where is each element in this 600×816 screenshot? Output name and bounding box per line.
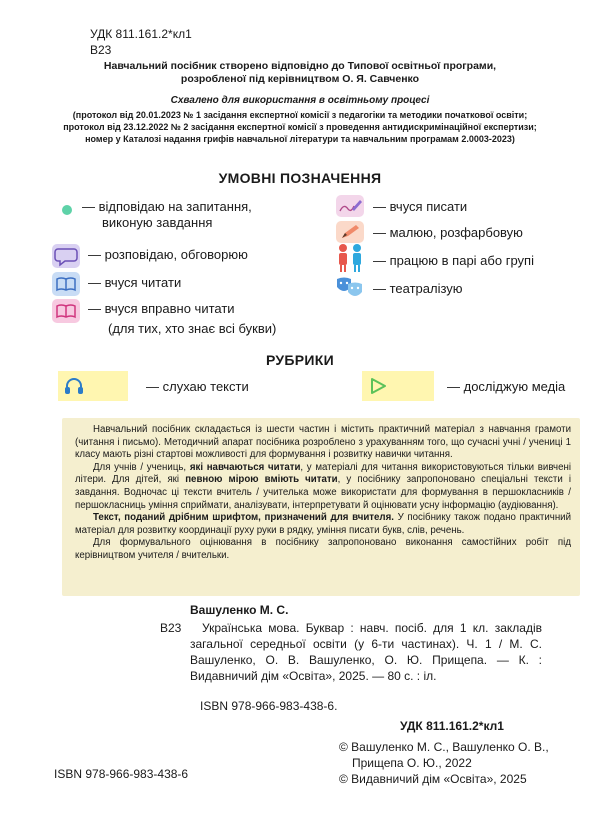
legend-item-read-well (88, 301, 276, 337)
protocol-line: протокол від 23.12.2022 № 2 засідання експертної комісії з проведення антидискримінаційної експертизи; (63, 122, 537, 132)
legend-item-answer (82, 199, 252, 231)
info-text-span: , у матеріалі для читання використовуються тільки вивчені літери. Для дітей, які (75, 461, 571, 486)
rubrics-title: РУБРИКИ (265, 352, 335, 368)
legend-title: УМОВНІ ПОЗНАЧЕННЯ (218, 170, 382, 186)
biblio-udk: УДК 811.161.2*кл1 (400, 719, 504, 733)
rubric-media: — досліджую медіа (447, 379, 566, 394)
biblio-author: Вашуленко М. С. (190, 603, 289, 617)
intro-text (0, 60, 600, 86)
legend-item-write: — вчуся писати (373, 199, 468, 214)
info-text (75, 424, 571, 563)
info-bold: які навчаються читати (189, 461, 301, 473)
info-bold: певною мірою вміють читати (185, 474, 338, 486)
biblio-isbn: ISBN 978-966-983-438-6. (200, 699, 338, 713)
legend-label-cont: виконую завдання (102, 215, 213, 230)
intro-line: Навчальний посібник створено відповідно до Типової освітньої програми, (103, 60, 497, 72)
library-index-top: В23 (90, 43, 112, 57)
copyright-line: Прищепа О. Ю., 2022 (352, 756, 472, 770)
copyright-line: © Вашуленко М. С., Вашуленко О. В., (339, 740, 549, 754)
speech-bubble-icon (52, 244, 80, 273)
legend-item-draw: — малюю, розфарбовую (373, 225, 523, 240)
book-pink-icon (52, 299, 80, 328)
info-text-span: Для учнів / учениць, (93, 461, 190, 473)
green-dot-icon (62, 205, 72, 215)
protocol-line: номер у Каталозі надання грифів навчальної літератури та навчальним програмам 2.0003-2023) (85, 134, 515, 144)
udk-top: УДК 811.161.2*кл1 (90, 27, 192, 41)
theatre-masks-icon (335, 276, 365, 305)
book-blue-icon (52, 272, 80, 301)
protocol-text (0, 109, 600, 145)
isbn-bottom: ISBN 978-966-983-438-6 (54, 767, 189, 781)
pair-children-icon (334, 243, 366, 278)
info-bold: Текст, поданий дрібним шрифтом, призначений для вчителя. (93, 512, 394, 524)
intro-line: розробленої під керівництвом О. Я. Савченко (180, 73, 420, 85)
info-text-span: , у посібнику запропоновано спеціальні тексти і завдання. Водночас ці тексти вчитель / учителька може використати для формування в першокласників / першокласниць уміння сприймати, аналізувати, інтерпретувати й оцінювати усну інформацію (аудіювання). (75, 474, 572, 511)
rubric-listen: — слухаю тексти (146, 379, 249, 394)
legend-item-pair-work: — працюю в парі або групі (373, 253, 534, 268)
info-paragraph (75, 462, 571, 512)
pen-writing-icon (336, 195, 364, 222)
legend-item-read: — вчуся читати (88, 275, 182, 290)
legend-item-theatre: — театралізую (373, 281, 463, 296)
legend-label: — вчуся вправно читати (88, 301, 235, 316)
legend-item-discuss: — розповідаю, обговорюю (88, 247, 248, 262)
info-paragraph: Навчальний посібник складається із шести частин і містить практичний матеріал з навчання грамоти (читання і письмо). Методичний апарат посібника розроблено з урахуванням того, що сучасні учні / учениці 1 класу мають різні стартові можливості для формування і розвитку навички читання. (75, 424, 571, 461)
approval-note: Схвалено для використання в освітньому процесі (170, 95, 430, 106)
play-icon (368, 376, 388, 401)
info-text-span: У посібнику також подано практичний матеріал для розвитку координації руху руки в рядку, уміння писати букв, слів, речень. (75, 512, 571, 536)
biblio-description: Українська мова. Буквар : навч. посіб. для 1 кл. закладів загальної середньої освіти (у 6-ти частинах). Ч. 1 / М. С. Вашуленко, О. В. Вашуленко, О. Ю. Прищепа. — К. : Видавничий дім «Освіта», 2025. — 80 с. : іл. (190, 621, 542, 683)
info-paragraph: Для формувального оцінювання в посібнику запропоновано виконання самостійних робіт під керівництвом учителя / вчительки. (75, 537, 571, 561)
legend-label-cont: (для тих, хто знає всі букви) (108, 321, 277, 336)
biblio-index: В23 (160, 621, 182, 635)
copyright-line: © Видавничий дім «Освіта», 2025 (339, 772, 527, 786)
legend-label: — відповідаю на запитання, (82, 199, 252, 214)
headphones-icon (64, 377, 84, 400)
info-paragraph (75, 512, 571, 537)
protocol-line: (протокол від 20.01.2023 № 1 засідання експертної комісії з педагогіки та методики початкової освіти; (72, 110, 528, 120)
